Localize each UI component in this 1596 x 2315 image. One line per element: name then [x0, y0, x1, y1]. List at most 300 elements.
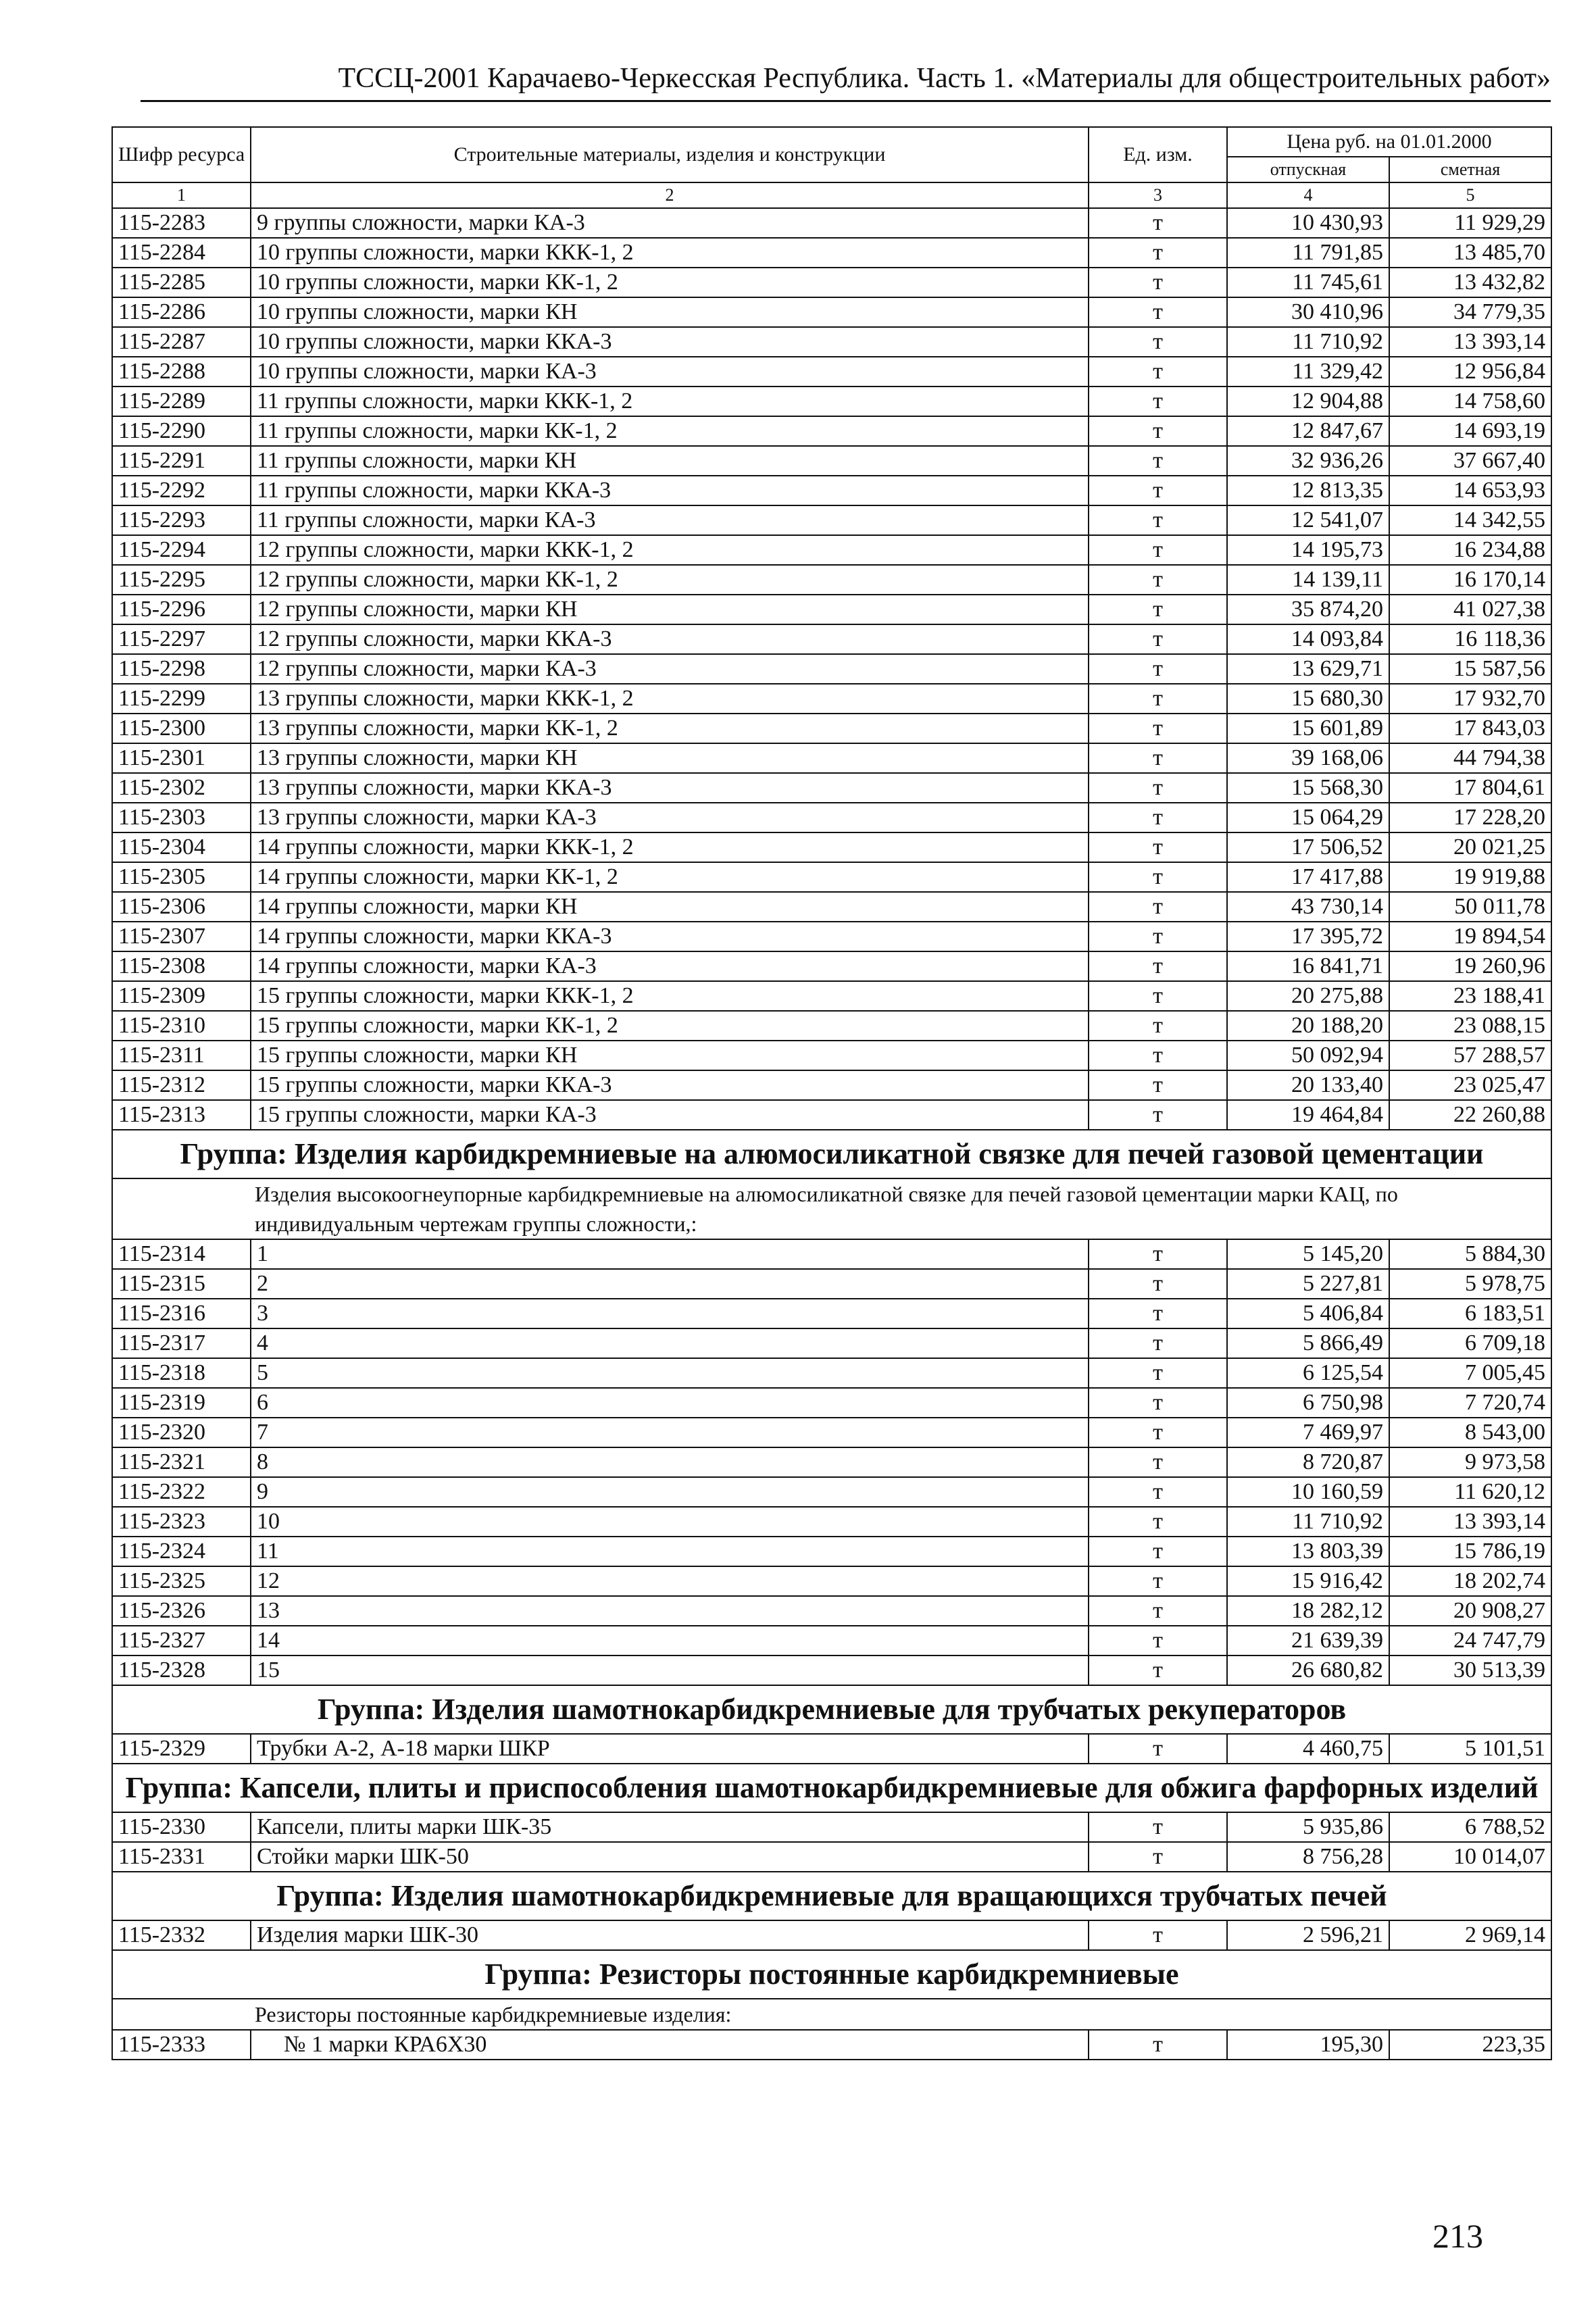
material-name-cell: 14 группы сложности, марки КК-1, 2	[251, 862, 1089, 892]
unit-cell: т	[1089, 773, 1227, 803]
material-name-cell: Капсели, плиты марки ШК-35	[251, 1812, 1089, 1842]
release-price-cell: 13 629,71	[1227, 654, 1389, 684]
col-number: 4	[1227, 182, 1389, 208]
estimate-price-cell: 30 513,39	[1389, 1656, 1551, 1685]
material-name-cell: 11 группы сложности, марки КК-1, 2	[251, 416, 1089, 446]
release-price-cell: 11 710,92	[1227, 327, 1389, 357]
table-row	[112, 2030, 1551, 2060]
release-price-cell: 13 803,39	[1227, 1537, 1389, 1566]
estimate-price-cell: 19 894,54	[1389, 922, 1551, 951]
table-row	[112, 684, 1551, 714]
estimate-price-cell: 57 288,57	[1389, 1041, 1551, 1070]
estimate-price-cell: 37 667,40	[1389, 446, 1551, 476]
material-name-cell: 9 группы сложности, марки КА-3	[251, 208, 1089, 238]
estimate-price-cell: 23 188,41	[1389, 981, 1551, 1011]
table-row	[112, 268, 1551, 297]
unit-cell: т	[1089, 297, 1227, 327]
material-name-cell: Стойки марки ШК-50	[251, 1842, 1089, 1872]
estimate-price-cell: 44 794,38	[1389, 743, 1551, 773]
resource-code-cell: 115-2324	[112, 1537, 251, 1566]
material-name-cell: 10 группы сложности, марки КА-3	[251, 357, 1089, 387]
resource-code-cell: 115-2285	[112, 268, 251, 297]
unit-cell: т	[1089, 1566, 1227, 1596]
material-name-cell: 9	[251, 1477, 1089, 1507]
resource-code-cell: 115-2299	[112, 684, 251, 714]
estimate-price-cell: 6 183,51	[1389, 1299, 1551, 1328]
resource-code-cell: 115-2309	[112, 981, 251, 1011]
group-section	[112, 1872, 1551, 1920]
table-row	[112, 1070, 1551, 1100]
release-price-cell: 19 464,84	[1227, 1100, 1389, 1130]
table-row	[112, 1328, 1551, 1358]
group-note: Резисторы постоянные карбидкремниевые изделия:	[112, 1999, 1551, 2030]
unit-cell: т	[1089, 1388, 1227, 1418]
group-title: Группа: Изделия шамотнокарбидкремниевые для трубчатых рекуператоров	[112, 1685, 1551, 1734]
group-section	[112, 1130, 1551, 1239]
header-rule	[141, 100, 1551, 102]
col-price-header: Цена руб. на 01.01.2000	[1227, 127, 1551, 157]
table-body	[112, 1239, 1551, 1685]
estimate-price-cell: 14 653,93	[1389, 476, 1551, 505]
col-estimate-header: сметная	[1389, 157, 1551, 182]
table-row	[112, 743, 1551, 773]
resource-code-cell: 115-2302	[112, 773, 251, 803]
release-price-cell: 39 168,06	[1227, 743, 1389, 773]
release-price-cell: 20 188,20	[1227, 1011, 1389, 1041]
resource-code-cell: 115-2313	[112, 1100, 251, 1130]
group-section	[112, 1950, 1551, 2030]
release-price-cell: 5 935,86	[1227, 1812, 1389, 1842]
release-price-cell: 10 430,93	[1227, 208, 1389, 238]
table-row	[112, 773, 1551, 803]
resource-code-cell: 115-2283	[112, 208, 251, 238]
material-name-cell: 15 группы сложности, марки ККК-1, 2	[251, 981, 1089, 1011]
material-name-cell: 13 группы сложности, марки ККК-1, 2	[251, 684, 1089, 714]
resource-code-cell: 115-2287	[112, 327, 251, 357]
estimate-price-cell: 20 908,27	[1389, 1596, 1551, 1626]
unit-cell: т	[1089, 832, 1227, 862]
release-price-cell: 11 710,92	[1227, 1507, 1389, 1537]
unit-cell: т	[1089, 714, 1227, 743]
release-price-cell: 4 460,75	[1227, 1734, 1389, 1764]
material-name-cell: 12 группы сложности, марки ККА-3	[251, 624, 1089, 654]
release-price-cell: 5 406,84	[1227, 1299, 1389, 1328]
unit-cell: т	[1089, 1537, 1227, 1566]
estimate-price-cell: 6 788,52	[1389, 1812, 1551, 1842]
release-price-cell: 11 791,85	[1227, 238, 1389, 268]
material-name-cell: 14	[251, 1626, 1089, 1656]
table-row	[112, 714, 1551, 743]
material-name-cell: 3	[251, 1299, 1089, 1328]
table-row	[112, 416, 1551, 446]
unit-cell: т	[1089, 238, 1227, 268]
unit-cell: т	[1089, 1358, 1227, 1388]
unit-cell: т	[1089, 505, 1227, 535]
unit-cell: т	[1089, 1596, 1227, 1626]
unit-cell: т	[1089, 1920, 1227, 1950]
material-name-cell: 12 группы сложности, марки КА-3	[251, 654, 1089, 684]
estimate-price-cell: 34 779,35	[1389, 297, 1551, 327]
estimate-price-cell: 10 014,07	[1389, 1842, 1551, 1872]
material-name-cell: 15 группы сложности, марки КК-1, 2	[251, 1011, 1089, 1041]
release-price-cell: 7 469,97	[1227, 1418, 1389, 1447]
material-name-cell: 14 группы сложности, марки КА-3	[251, 951, 1089, 981]
release-price-cell: 11 745,61	[1227, 268, 1389, 297]
resource-code-cell: 115-2331	[112, 1842, 251, 1872]
resource-code-cell: 115-2297	[112, 624, 251, 654]
release-price-cell: 50 092,94	[1227, 1041, 1389, 1070]
release-price-cell: 17 506,52	[1227, 832, 1389, 862]
estimate-price-cell: 17 932,70	[1389, 684, 1551, 714]
table-body	[112, 1734, 1551, 1764]
estimate-price-cell: 13 432,82	[1389, 268, 1551, 297]
release-price-cell: 195,30	[1227, 2030, 1389, 2060]
estimate-price-cell: 16 234,88	[1389, 535, 1551, 565]
unit-cell: т	[1089, 2030, 1227, 2060]
resource-code-cell: 115-2286	[112, 297, 251, 327]
unit-cell: т	[1089, 1447, 1227, 1477]
material-name-cell: 12	[251, 1566, 1089, 1596]
table-row	[112, 1537, 1551, 1566]
release-price-cell: 15 601,89	[1227, 714, 1389, 743]
unit-cell: т	[1089, 476, 1227, 505]
estimate-price-cell: 20 021,25	[1389, 832, 1551, 862]
release-price-cell: 10 160,59	[1227, 1477, 1389, 1507]
table-row	[112, 1812, 1551, 1842]
table-row	[112, 535, 1551, 565]
table-row	[112, 327, 1551, 357]
estimate-price-cell: 14 342,55	[1389, 505, 1551, 535]
col-number: 3	[1089, 182, 1227, 208]
table-row	[112, 892, 1551, 922]
table-row	[112, 1507, 1551, 1537]
estimate-price-cell: 5 101,51	[1389, 1734, 1551, 1764]
table-row	[112, 1239, 1551, 1269]
material-name-cell: Трубки А-2, А-18 марки ШКР	[251, 1734, 1089, 1764]
release-price-cell: 17 395,72	[1227, 922, 1389, 951]
table-row	[112, 446, 1551, 476]
material-name-cell: 11 группы сложности, марки КН	[251, 446, 1089, 476]
material-name-cell: 8	[251, 1447, 1089, 1477]
table-row	[112, 208, 1551, 238]
estimate-price-cell: 19 260,96	[1389, 951, 1551, 981]
estimate-price-cell: 11 929,29	[1389, 208, 1551, 238]
unit-cell: т	[1089, 535, 1227, 565]
material-name-cell: 15 группы сложности, марки ККА-3	[251, 1070, 1089, 1100]
group-section	[112, 1764, 1551, 1812]
unit-cell: т	[1089, 595, 1227, 624]
unit-cell: т	[1089, 1100, 1227, 1130]
unit-cell: т	[1089, 1070, 1227, 1100]
table-row	[112, 297, 1551, 327]
unit-cell: т	[1089, 1328, 1227, 1358]
resource-code-cell: 115-2320	[112, 1418, 251, 1447]
table-row	[112, 1920, 1551, 1950]
resource-code-cell: 115-2308	[112, 951, 251, 981]
unit-cell: т	[1089, 1477, 1227, 1507]
estimate-price-cell: 24 747,79	[1389, 1626, 1551, 1656]
estimate-price-cell: 23 025,47	[1389, 1070, 1551, 1100]
estimate-price-cell: 12 956,84	[1389, 357, 1551, 387]
unit-cell: т	[1089, 268, 1227, 297]
material-name-cell: 1	[251, 1239, 1089, 1269]
release-price-cell: 5 145,20	[1227, 1239, 1389, 1269]
material-name-cell: 12 группы сложности, марки ККК-1, 2	[251, 535, 1089, 565]
estimate-price-cell: 13 393,14	[1389, 327, 1551, 357]
resource-code-cell: 115-2306	[112, 892, 251, 922]
unit-cell: т	[1089, 1812, 1227, 1842]
material-name-cell: 10 группы сложности, марки КН	[251, 297, 1089, 327]
group-title: Группа: Изделия шамотнокарбидкремниевые для вращающихся трубчатых печей	[112, 1872, 1551, 1920]
page-header: ТССЦ-2001 Карачаево-Черкесская Республика. Часть 1. «Материалы для общестроительных работ»	[338, 63, 1551, 94]
estimate-price-cell: 11 620,12	[1389, 1477, 1551, 1507]
estimate-price-cell: 223,35	[1389, 2030, 1551, 2060]
material-name-cell: 10	[251, 1507, 1089, 1537]
release-price-cell: 15 568,30	[1227, 773, 1389, 803]
price-table	[111, 126, 1552, 2060]
release-price-cell: 26 680,82	[1227, 1656, 1389, 1685]
resource-code-cell: 115-2307	[112, 922, 251, 951]
unit-cell: т	[1089, 1842, 1227, 1872]
resource-code-cell: 115-2330	[112, 1812, 251, 1842]
resource-code-cell: 115-2311	[112, 1041, 251, 1070]
estimate-price-cell: 17 843,03	[1389, 714, 1551, 743]
unit-cell: т	[1089, 327, 1227, 357]
table-row	[112, 1011, 1551, 1041]
resource-code-cell: 115-2319	[112, 1388, 251, 1418]
release-price-cell: 14 195,73	[1227, 535, 1389, 565]
unit-cell: т	[1089, 1734, 1227, 1764]
unit-cell: т	[1089, 357, 1227, 387]
resource-code-cell: 115-2305	[112, 862, 251, 892]
resource-code-cell: 115-2290	[112, 416, 251, 446]
material-name-cell: 15	[251, 1656, 1089, 1685]
material-name-cell: Изделия марки ШК-30	[251, 1920, 1089, 1950]
col-number: 5	[1389, 182, 1551, 208]
table-row	[112, 624, 1551, 654]
table-row	[112, 1269, 1551, 1299]
unit-cell: т	[1089, 1299, 1227, 1328]
material-name-cell: 14 группы сложности, марки ККК-1, 2	[251, 832, 1089, 862]
release-price-cell: 18 282,12	[1227, 1596, 1389, 1626]
resource-code-cell: 115-2295	[112, 565, 251, 595]
release-price-cell: 5 227,81	[1227, 1269, 1389, 1299]
material-name-cell: 11 группы сложности, марки КА-3	[251, 505, 1089, 535]
release-price-cell: 32 936,26	[1227, 446, 1389, 476]
table-row	[112, 1100, 1551, 1130]
release-price-cell: 12 904,88	[1227, 387, 1389, 416]
release-price-cell: 2 596,21	[1227, 1920, 1389, 1950]
col-number: 1	[112, 182, 251, 208]
unit-cell: т	[1089, 743, 1227, 773]
group-title: Группа: Резисторы постоянные карбидкремниевые	[112, 1950, 1551, 1999]
release-price-cell: 16 841,71	[1227, 951, 1389, 981]
unit-cell: т	[1089, 981, 1227, 1011]
estimate-price-cell: 15 786,19	[1389, 1537, 1551, 1566]
group-title: Группа: Капсели, плиты и приспособления шамотнокарбидкремниевые для обжига фарфорных изделий	[112, 1764, 1551, 1812]
table-row	[112, 1734, 1551, 1764]
table-row	[112, 654, 1551, 684]
unit-cell: т	[1089, 1239, 1227, 1269]
resource-code-cell: 115-2332	[112, 1920, 251, 1950]
resource-code-cell: 115-2300	[112, 714, 251, 743]
estimate-price-cell: 23 088,15	[1389, 1011, 1551, 1041]
table-row	[112, 1447, 1551, 1477]
estimate-price-cell: 19 919,88	[1389, 862, 1551, 892]
resource-code-cell: 115-2310	[112, 1011, 251, 1041]
resource-code-cell: 115-2318	[112, 1358, 251, 1388]
unit-cell: т	[1089, 1269, 1227, 1299]
resource-code-cell: 115-2315	[112, 1269, 251, 1299]
col-code-header: Шифр ресурса	[112, 127, 251, 182]
page-number: 213	[1432, 2217, 1483, 2255]
table-header	[112, 127, 1551, 208]
estimate-price-cell: 5 884,30	[1389, 1239, 1551, 1269]
material-name-cell: 12 группы сложности, марки КН	[251, 595, 1089, 624]
table-row	[112, 1041, 1551, 1070]
table-body	[112, 2030, 1551, 2060]
unit-cell: т	[1089, 624, 1227, 654]
table-row	[112, 595, 1551, 624]
table-row	[112, 981, 1551, 1011]
estimate-price-cell: 8 543,00	[1389, 1418, 1551, 1447]
table-row	[112, 476, 1551, 505]
table-row	[112, 357, 1551, 387]
resource-code-cell: 115-2328	[112, 1656, 251, 1685]
unit-cell: т	[1089, 1656, 1227, 1685]
release-price-cell: 6 750,98	[1227, 1388, 1389, 1418]
table-row	[112, 1596, 1551, 1626]
unit-cell: т	[1089, 684, 1227, 714]
resource-code-cell: 115-2293	[112, 505, 251, 535]
group-note: Изделия высокоогнеупорные карбидкремниевые на алюмосиликатной связке для печей газовой цементации марки КАЦ, по индивидуальным чертежам группы сложности,:	[112, 1178, 1551, 1239]
estimate-price-cell: 6 709,18	[1389, 1328, 1551, 1358]
release-price-cell: 8 720,87	[1227, 1447, 1389, 1477]
col-number: 2	[251, 182, 1089, 208]
unit-cell: т	[1089, 1041, 1227, 1070]
release-price-cell: 30 410,96	[1227, 297, 1389, 327]
resource-code-cell: 115-2303	[112, 803, 251, 832]
resource-code-cell: 115-2323	[112, 1507, 251, 1537]
resource-code-cell: 115-2321	[112, 1447, 251, 1477]
resource-code-cell: 115-2284	[112, 238, 251, 268]
resource-code-cell: 115-2292	[112, 476, 251, 505]
material-name-cell: 10 группы сложности, марки ККК-1, 2	[251, 238, 1089, 268]
material-name-cell: 11 группы сложности, марки ККА-3	[251, 476, 1089, 505]
unit-cell: т	[1089, 892, 1227, 922]
resource-code-cell: 115-2329	[112, 1734, 251, 1764]
release-price-cell: 12 847,67	[1227, 416, 1389, 446]
group-title: Группа: Изделия карбидкремниевые на алюмосиликатной связке для печей газовой цементации	[112, 1130, 1551, 1178]
table-row	[112, 1842, 1551, 1872]
estimate-price-cell: 7 005,45	[1389, 1358, 1551, 1388]
resource-code-cell: 115-2294	[112, 535, 251, 565]
material-name-cell: 13 группы сложности, марки КН	[251, 743, 1089, 773]
resource-code-cell: 115-2314	[112, 1239, 251, 1269]
table-row	[112, 1418, 1551, 1447]
unit-cell: т	[1089, 922, 1227, 951]
estimate-price-cell: 18 202,74	[1389, 1566, 1551, 1596]
unit-cell: т	[1089, 208, 1227, 238]
estimate-price-cell: 17 804,61	[1389, 773, 1551, 803]
material-name-cell: 11	[251, 1537, 1089, 1566]
material-name-cell: 10 группы сложности, марки КК-1, 2	[251, 268, 1089, 297]
unit-cell: т	[1089, 387, 1227, 416]
table-row	[112, 565, 1551, 595]
resource-code-cell: 115-2333	[112, 2030, 251, 2060]
release-price-cell: 20 275,88	[1227, 981, 1389, 1011]
resource-code-cell: 115-2288	[112, 357, 251, 387]
release-price-cell: 8 756,28	[1227, 1842, 1389, 1872]
unit-cell: т	[1089, 416, 1227, 446]
estimate-price-cell: 16 118,36	[1389, 624, 1551, 654]
release-price-cell: 14 139,11	[1227, 565, 1389, 595]
material-name-cell: 15 группы сложности, марки КА-3	[251, 1100, 1089, 1130]
release-price-cell: 15 064,29	[1227, 803, 1389, 832]
estimate-price-cell: 14 758,60	[1389, 387, 1551, 416]
release-price-cell: 15 916,42	[1227, 1566, 1389, 1596]
unit-cell: т	[1089, 1418, 1227, 1447]
estimate-price-cell: 22 260,88	[1389, 1100, 1551, 1130]
table-body	[112, 1812, 1551, 1872]
release-price-cell: 35 874,20	[1227, 595, 1389, 624]
release-price-cell: 6 125,54	[1227, 1358, 1389, 1388]
unit-cell: т	[1089, 446, 1227, 476]
table-row	[112, 1299, 1551, 1328]
resource-code-cell: 115-2296	[112, 595, 251, 624]
material-name-cell: 12 группы сложности, марки КК-1, 2	[251, 565, 1089, 595]
unit-cell: т	[1089, 803, 1227, 832]
release-price-cell: 14 093,84	[1227, 624, 1389, 654]
resource-code-cell: 115-2325	[112, 1566, 251, 1596]
unit-cell: т	[1089, 1507, 1227, 1537]
resource-code-cell: 115-2327	[112, 1626, 251, 1656]
estimate-price-cell: 7 720,74	[1389, 1388, 1551, 1418]
table-row	[112, 862, 1551, 892]
resource-code-cell: 115-2322	[112, 1477, 251, 1507]
material-name-cell: 13	[251, 1596, 1089, 1626]
estimate-price-cell: 15 587,56	[1389, 654, 1551, 684]
table-row	[112, 238, 1551, 268]
price-table-container	[111, 126, 1551, 2060]
estimate-price-cell: 17 228,20	[1389, 803, 1551, 832]
release-price-cell: 15 680,30	[1227, 684, 1389, 714]
material-name-cell: 13 группы сложности, марки ККА-3	[251, 773, 1089, 803]
release-price-cell: 12 541,07	[1227, 505, 1389, 535]
table-row	[112, 803, 1551, 832]
material-name-cell: 13 группы сложности, марки КК-1, 2	[251, 714, 1089, 743]
table-row	[112, 832, 1551, 862]
col-release-header: отпускная	[1227, 157, 1389, 182]
release-price-cell: 5 866,49	[1227, 1328, 1389, 1358]
material-name-cell: 13 группы сложности, марки КА-3	[251, 803, 1089, 832]
table-row	[112, 1656, 1551, 1685]
resource-code-cell: 115-2301	[112, 743, 251, 773]
resource-code-cell: 115-2312	[112, 1070, 251, 1100]
material-name-cell: 11 группы сложности, марки ККК-1, 2	[251, 387, 1089, 416]
table-row	[112, 951, 1551, 981]
resource-code-cell: 115-2317	[112, 1328, 251, 1358]
material-name-cell: 14 группы сложности, марки КН	[251, 892, 1089, 922]
material-name-cell: 7	[251, 1418, 1089, 1447]
material-name-cell: № 1 марки КРА6Х30	[251, 2030, 1089, 2060]
unit-cell: т	[1089, 951, 1227, 981]
release-price-cell: 20 133,40	[1227, 1070, 1389, 1100]
estimate-price-cell: 50 011,78	[1389, 892, 1551, 922]
table-row	[112, 1566, 1551, 1596]
unit-cell: т	[1089, 654, 1227, 684]
unit-cell: т	[1089, 862, 1227, 892]
